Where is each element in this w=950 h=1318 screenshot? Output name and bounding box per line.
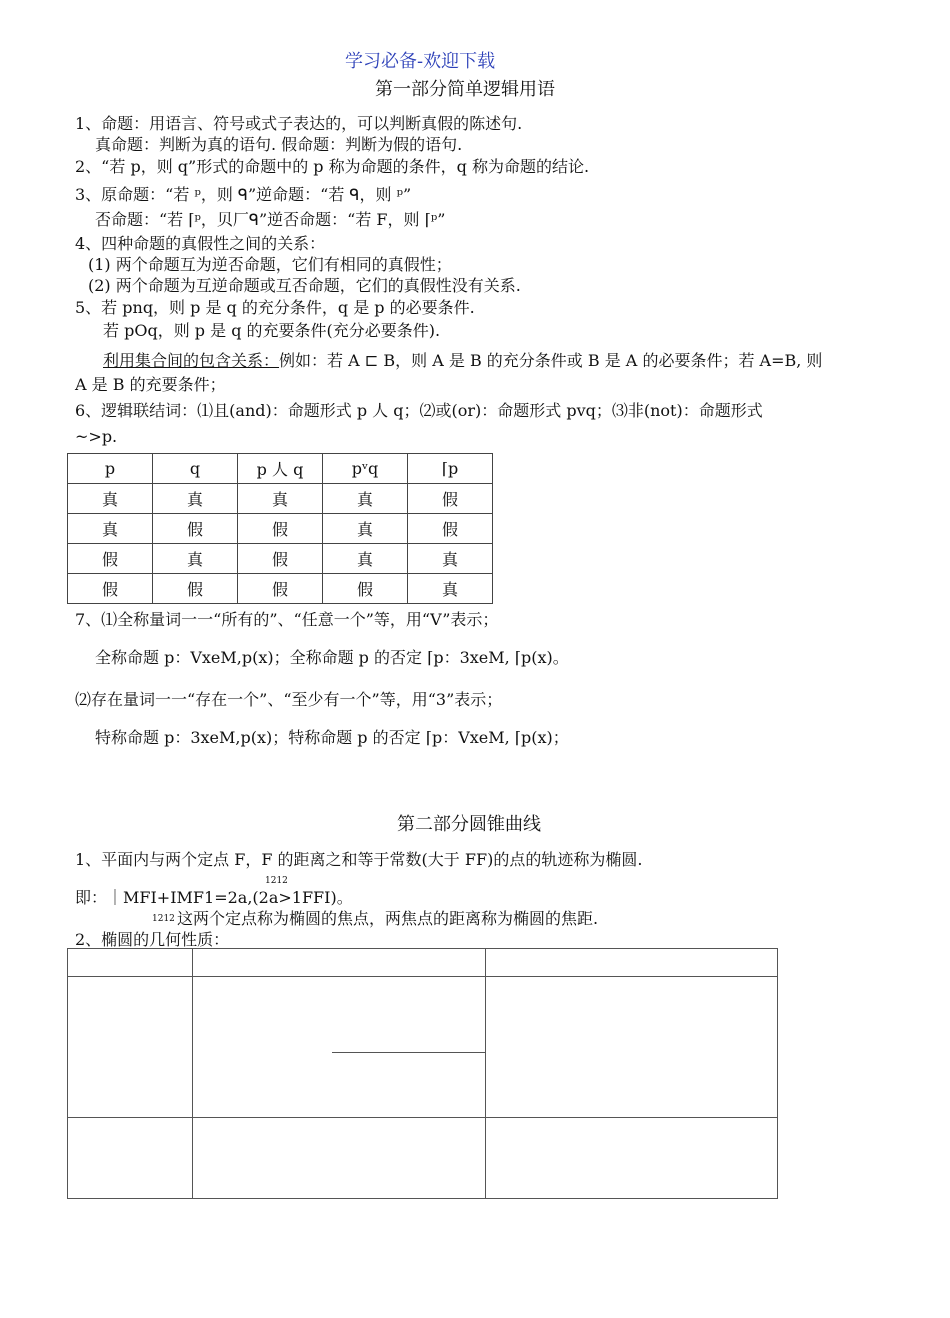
table-row (68, 574, 493, 604)
page-header: 学习必备-欢迎下载 (345, 51, 496, 72)
table-cell: 假 (238, 574, 323, 604)
table-cell: 真 (153, 484, 238, 514)
table-cell: 真 (153, 544, 238, 574)
text-line: ~>p. (75, 427, 118, 446)
table-cell: 假 (153, 574, 238, 604)
table-cell: 真 (408, 544, 493, 574)
table-divider (68, 1117, 777, 1118)
text-line: 2、“若 p，则 q”形式的命题中的 p 称为命题的条件，q 称为命题的结论. (75, 157, 590, 176)
table-divider (192, 949, 193, 1198)
text-line: 7、⑴全称量词一一“所有的”、“任意一个”等，用“V”表示； (75, 610, 499, 629)
text-line: 1、平面内与两个定点 F，F 的距离之和等于常数(大于 FF)的点的轨迹称为椭圆. (75, 850, 643, 869)
table-cell: 假 (323, 574, 408, 604)
text-line (103, 351, 822, 371)
table-cell: 假 (238, 514, 323, 544)
text-line: 2、椭圆的几何性质： (75, 930, 230, 949)
table-cell: 假 (408, 514, 493, 544)
text-line: 即：｜MFI+IMF1=2a,(2a>1FFI)。 (75, 888, 353, 907)
table-cell: 真 (68, 484, 153, 514)
text-line: 特称命题 p：3xeM,p(x)；特称命题 p 的否定 ⌈p：VxeM, ⌈p(x)； (95, 728, 569, 747)
text-line: 若 pOq，则 p 是 q 的充要条件(充分必要条件). (103, 321, 441, 340)
table-cell: 真 (408, 574, 493, 604)
table-header-cell: pᵛq (323, 454, 408, 484)
table-cell: 假 (68, 574, 153, 604)
text-line: 全称命题 p：VxeM,p(x)；全称命题 p 的否定 ⌈p：3xeM, ⌈p(x)。 (95, 648, 569, 667)
text-line: 1、命题：用语言、符号或式子表达的，可以判断真假的陈述句. (75, 114, 523, 133)
subscript-note: 1212 (265, 876, 288, 886)
text-line: 4、四种命题的真假性之间的关系： (75, 234, 326, 253)
table-cell: 假 (153, 514, 238, 544)
text-line: 这两个定点称为椭圆的焦点，两焦点的距离称为椭圆的焦距. (177, 909, 599, 928)
text-line: ⑵存在量词一一“存在一个”、“至少有一个”等，用“3”表示； (75, 690, 503, 709)
table-header-row (68, 454, 493, 484)
part2-title: 第二部分圆锥曲线 (397, 814, 541, 835)
table-divider (68, 976, 777, 977)
text-line: 5、若 pnq，则 p 是 q 的充分条件，q 是 p 的必要条件. (75, 298, 475, 317)
underlined-term: 利用集合间的包含关系： (103, 351, 280, 370)
table-header-cell: p 人 q (238, 454, 323, 484)
table-cell: 真 (323, 514, 408, 544)
table-divider (485, 949, 486, 1198)
text-line: 真命题：判断为真的语句. 假命题：判断为假的语句. (95, 135, 463, 154)
table-cell: 假 (408, 484, 493, 514)
table-cell: 真 (68, 514, 153, 544)
table-cell: 真 (323, 544, 408, 574)
text-line: (1) 两个命题互为逆否命题，它们有相同的真假性； (88, 255, 452, 274)
subscript-note: 1212 (152, 914, 175, 924)
text-line: 否命题：“若 ⌈ᵖ，贝厂ᑫ”逆否命题：“若 F，则 ⌈ᵖ” (95, 210, 446, 229)
table-cell: 真 (323, 484, 408, 514)
text-line: A 是 B 的充要条件； (75, 375, 226, 394)
table-header-cell: p (68, 454, 153, 484)
truth-table (67, 453, 493, 604)
table-row (68, 484, 493, 514)
table-row (68, 544, 493, 574)
table-cell: 假 (238, 544, 323, 574)
table-row (68, 514, 493, 544)
ellipse-properties-table (67, 948, 778, 1199)
part1-title: 第一部分简单逻辑用语 (375, 79, 555, 100)
table-cell: 假 (68, 544, 153, 574)
text-line: 3、原命题：“若 ᵖ，则 ᑫ”逆命题：“若 ᑫ，则 ᵖ” (75, 185, 412, 204)
table-divider (332, 1052, 485, 1053)
text-span: 例如：若 A ⊏ B，则 A 是 B 的充分条件或 B 是 A 的必要条件；若 A=B, 则 (279, 351, 823, 370)
table-header-cell: ⌈p (408, 454, 493, 484)
text-line: 6、逻辑联结词：⑴且(and)：命题形式 p 人 q；⑵或(or)：命题形式 pvq；⑶非(not)：命题形式 (75, 401, 763, 420)
table-cell: 真 (238, 484, 323, 514)
table-header-cell: q (153, 454, 238, 484)
text-line: (2) 两个命题为互逆命题或互否命题，它们的真假性没有关系. (88, 276, 521, 295)
